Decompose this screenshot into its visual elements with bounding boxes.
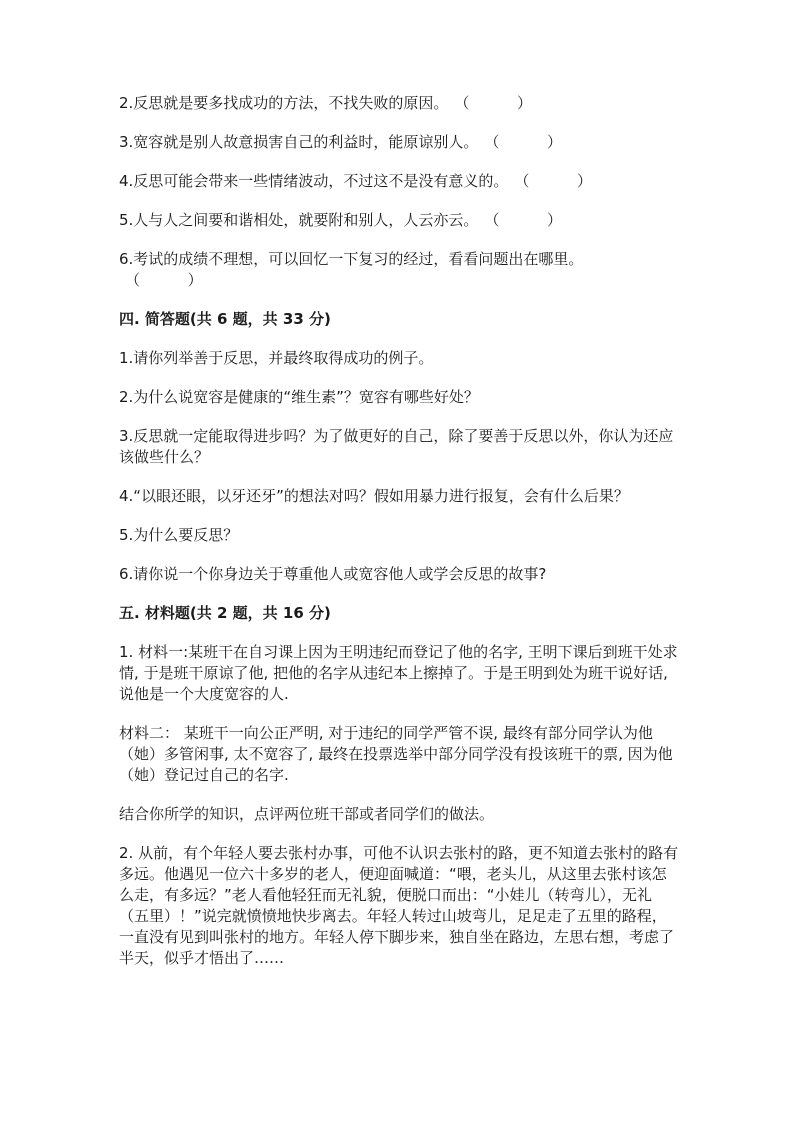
answer-blank: （ ） [484,133,563,151]
material-question-2: 2. 从前，有个年轻人要去张村办事，可他不认识去张村的路，更不知道去张村的路有多远。他遇见一位六十多岁的老人，便迎面喊道：“喂，老头儿，从这里去张村该怎么走，有多远？”老人看他轻狂而无礼貌，便脱口而出：“小娃儿（转弯儿），无礼（五里）！”说完就愤愤地快步离去。年轻人转过山坡弯儿，足足走了五里的路程，一直没有见到叫张村的地方。年轻人停下脚步来，独自坐在路边，左思右想，考虑了半天，似乎才悟出了…… [119,844,679,967]
question-text: 6.考试的成绩不理想，可以回忆一下复习的经过，看看问题出在哪里。 [119,250,584,268]
material-question-1-prompt: 结合你所学的知识，点评两位班干部或者同学们的做法。 [119,805,495,823]
short-answer-question-5: 5.为什么要反思？ [119,526,239,544]
document-page [119,93,679,987]
answer-blank: （ ） [454,94,533,112]
judgement-question-2 [119,93,679,114]
answer-blank: （ ） [484,211,563,229]
judgement-question-3 [119,132,679,153]
judgement-question-5 [119,210,679,231]
question-text: 3.宽容就是别人故意损害自己的利益时，能原谅别人。 [119,133,479,151]
section-title-material: 五. 材料题(共 2 题，共 16 分) [119,604,331,622]
answer-blank: （ ） [514,172,593,190]
question-text: 5.人与人之间要和谐相处，就要附和别人，人云亦云。 [119,211,479,229]
short-answer-question-3: 3.反思就一定能取得进步吗？为了做更好的自己，除了要善于反思以外，你认为还应该做些什么？ [119,427,674,466]
short-answer-question-4: 4.“以眼还眼，以牙还牙”的想法对吗？假如用暴力进行报复，会有什么后果？ [119,487,629,505]
section-title-short-answer: 四. 简答题(共 6 题，共 33 分) [119,310,331,328]
answer-blank: （ ） [125,271,203,289]
question-text: 2.反思就是要多找成功的方法，不找失败的原因。 [119,94,449,112]
question-text: 4.反思可能会带来一些情绪波动，不过这不是没有意义的。 [119,172,509,190]
material-question-1-material-2: 材料二： 某班干一向公正严明, 对于违纪的同学严管不误, 最终有部分同学认为他（她）多管闲事, 太不宽容了, 最终在投票选举中部分同学没有投该班干的票, 因为他（她）登记过自己的名字. [119,724,673,784]
material-question-1-material-1: 1. 材料一:某班干在自习课上因为王明违纪而登记了他的名字, 王明下课后到班干处求情, 于是班干原谅了他, 把他的名字从违纪本上擦掉了。于是王明到处为班干说好话, 说他是一个大度宽容的人. [119,643,678,703]
short-answer-question-6: 6.请你说一个你身边关于尊重他人或宽容他人或学会反思的故事? [119,565,547,583]
short-answer-question-2: 2.为什么说宽容是健康的“维生素”？宽容有哪些好处？ [119,388,479,406]
judgement-question-6 [119,249,679,291]
short-answer-question-1: 1.请你列举善于反思，并最终取得成功的例子。 [119,349,434,367]
judgement-question-4 [119,171,679,192]
